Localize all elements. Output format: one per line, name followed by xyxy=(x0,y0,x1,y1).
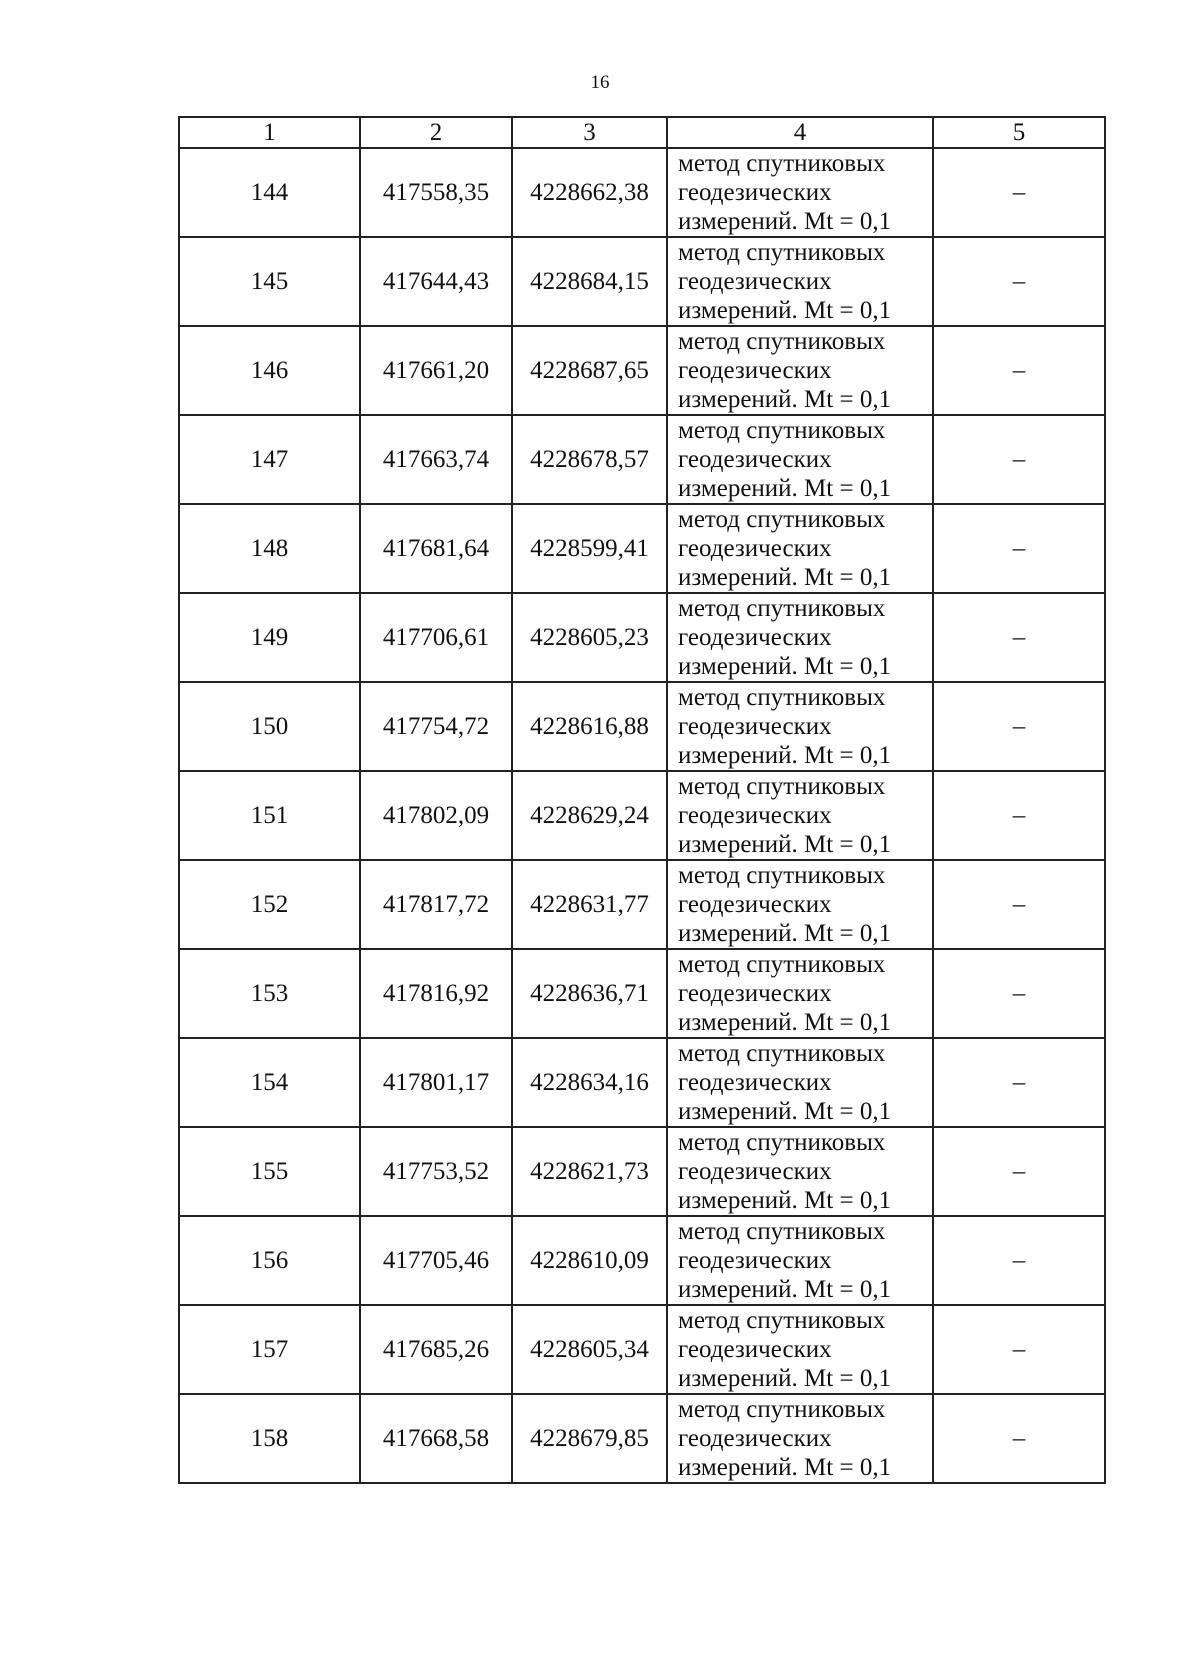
method-cell xyxy=(667,1216,933,1305)
method-line: метод спутниковых xyxy=(678,1129,886,1156)
method-line: геодезических xyxy=(678,446,832,473)
method-line: геодезических xyxy=(678,1069,832,1096)
table-row xyxy=(179,860,1105,949)
x-coordinate-cell: 417668,58 xyxy=(360,1394,512,1483)
method-cell xyxy=(667,593,933,682)
method-line: измерений. Mt = 0,1 xyxy=(678,475,892,502)
x-coordinate-cell: 417801,17 xyxy=(360,1038,512,1127)
method-line: измерений. Mt = 0,1 xyxy=(678,653,892,680)
y-coordinate-cell: 4228662,38 xyxy=(512,148,667,237)
x-coordinate-cell: 417802,09 xyxy=(360,771,512,860)
method-line: метод спутниковых xyxy=(678,328,886,355)
method-line: геодезических xyxy=(678,1158,832,1185)
point-number-cell: 145 xyxy=(179,237,360,326)
method-line: измерений. Mt = 0,1 xyxy=(678,1365,892,1392)
y-coordinate-cell: 4228599,41 xyxy=(512,504,667,593)
y-coordinate-cell: 4228621,73 xyxy=(512,1127,667,1216)
note-cell: – xyxy=(933,593,1105,682)
method-line: геодезических xyxy=(678,535,832,562)
table-row xyxy=(179,326,1105,415)
method-line: измерений. Mt = 0,1 xyxy=(678,1187,892,1214)
method-line: геодезических xyxy=(678,179,832,206)
header-row xyxy=(179,117,1105,148)
y-coordinate-cell: 4228616,88 xyxy=(512,682,667,771)
method-line: геодезических xyxy=(678,268,832,295)
table-row xyxy=(179,771,1105,860)
table-row xyxy=(179,1038,1105,1127)
x-coordinate-cell: 417753,52 xyxy=(360,1127,512,1216)
method-line: измерений. Mt = 0,1 xyxy=(678,1454,892,1481)
method-line: метод спутниковых xyxy=(678,1218,886,1245)
y-coordinate-cell: 4228679,85 xyxy=(512,1394,667,1483)
method-line: метод спутниковых xyxy=(678,773,886,800)
table-row xyxy=(179,148,1105,237)
table-row xyxy=(179,682,1105,771)
point-number-cell: 156 xyxy=(179,1216,360,1305)
x-coordinate-cell: 417705,46 xyxy=(360,1216,512,1305)
x-coordinate-cell: 417817,72 xyxy=(360,860,512,949)
method-line: измерений. Mt = 0,1 xyxy=(678,208,892,235)
note-cell: – xyxy=(933,860,1105,949)
table-row xyxy=(179,1394,1105,1483)
table-row xyxy=(179,1305,1105,1394)
table-row xyxy=(179,949,1105,1038)
table-row xyxy=(179,504,1105,593)
note-cell: – xyxy=(933,237,1105,326)
method-line: геодезических xyxy=(678,357,832,384)
method-cell xyxy=(667,326,933,415)
note-cell: – xyxy=(933,415,1105,504)
method-cell xyxy=(667,1038,933,1127)
point-number-cell: 146 xyxy=(179,326,360,415)
method-cell xyxy=(667,1305,933,1394)
y-coordinate-cell: 4228678,57 xyxy=(512,415,667,504)
method-line: измерений. Mt = 0,1 xyxy=(678,920,892,947)
point-number-cell: 153 xyxy=(179,949,360,1038)
table-row xyxy=(179,593,1105,682)
note-cell: – xyxy=(933,949,1105,1038)
method-line: измерений. Mt = 0,1 xyxy=(678,564,892,591)
point-number-cell: 152 xyxy=(179,860,360,949)
method-line: метод спутниковых xyxy=(678,1040,886,1067)
point-number-cell: 157 xyxy=(179,1305,360,1394)
point-number-cell: 144 xyxy=(179,148,360,237)
method-line: геодезических xyxy=(678,891,832,918)
table-header xyxy=(179,117,1105,148)
x-coordinate-cell: 417663,74 xyxy=(360,415,512,504)
method-line: геодезических xyxy=(678,624,832,651)
header-col-4: 4 xyxy=(667,117,933,148)
method-cell xyxy=(667,237,933,326)
x-coordinate-cell: 417685,26 xyxy=(360,1305,512,1394)
table-row xyxy=(179,1216,1105,1305)
method-line: метод спутниковых xyxy=(678,684,886,711)
table-row xyxy=(179,415,1105,504)
page-number: 16 xyxy=(590,72,610,93)
method-line: измерений. Mt = 0,1 xyxy=(678,297,892,324)
method-line: геодезических xyxy=(678,713,832,740)
header-col-2: 2 xyxy=(360,117,512,148)
note-cell: – xyxy=(933,326,1105,415)
header-col-3: 3 xyxy=(512,117,667,148)
x-coordinate-cell: 417644,43 xyxy=(360,237,512,326)
point-number-cell: 154 xyxy=(179,1038,360,1127)
note-cell: – xyxy=(933,1305,1105,1394)
y-coordinate-cell: 4228631,77 xyxy=(512,860,667,949)
note-cell: – xyxy=(933,1394,1105,1483)
header-col-5: 5 xyxy=(933,117,1105,148)
method-line: геодезических xyxy=(678,802,832,829)
note-cell: – xyxy=(933,504,1105,593)
method-cell xyxy=(667,682,933,771)
x-coordinate-cell: 417816,92 xyxy=(360,949,512,1038)
method-line: измерений. Mt = 0,1 xyxy=(678,831,892,858)
method-cell xyxy=(667,771,933,860)
note-cell: – xyxy=(933,148,1105,237)
method-line: метод спутниковых xyxy=(678,862,886,889)
method-line: метод спутниковых xyxy=(678,595,886,622)
method-line: измерений. Mt = 0,1 xyxy=(678,1009,892,1036)
x-coordinate-cell: 417754,72 xyxy=(360,682,512,771)
y-coordinate-cell: 4228687,65 xyxy=(512,326,667,415)
method-line: геодезических xyxy=(678,980,832,1007)
method-line: метод спутниковых xyxy=(678,951,886,978)
y-coordinate-cell: 4228684,15 xyxy=(512,237,667,326)
method-cell xyxy=(667,949,933,1038)
method-line: геодезических xyxy=(678,1336,832,1363)
note-cell: – xyxy=(933,1038,1105,1127)
point-number-cell: 158 xyxy=(179,1394,360,1483)
method-line: метод спутниковых xyxy=(678,150,886,177)
method-cell xyxy=(667,1394,933,1483)
y-coordinate-cell: 4228636,71 xyxy=(512,949,667,1038)
method-line: метод спутниковых xyxy=(678,1307,886,1334)
y-coordinate-cell: 4228610,09 xyxy=(512,1216,667,1305)
method-line: измерений. Mt = 0,1 xyxy=(678,1276,892,1303)
method-line: геодезических xyxy=(678,1425,832,1452)
table-row xyxy=(179,1127,1105,1216)
table-row xyxy=(179,237,1105,326)
method-line: измерений. Mt = 0,1 xyxy=(678,1098,892,1125)
method-line: метод спутниковых xyxy=(678,239,886,266)
x-coordinate-cell: 417661,20 xyxy=(360,326,512,415)
method-line: измерений. Mt = 0,1 xyxy=(678,386,892,413)
y-coordinate-cell: 4228634,16 xyxy=(512,1038,667,1127)
method-cell xyxy=(667,504,933,593)
note-cell: – xyxy=(933,771,1105,860)
point-number-cell: 148 xyxy=(179,504,360,593)
x-coordinate-cell: 417681,64 xyxy=(360,504,512,593)
point-number-cell: 151 xyxy=(179,771,360,860)
coordinates-table xyxy=(178,116,1106,1484)
y-coordinate-cell: 4228629,24 xyxy=(512,771,667,860)
method-cell xyxy=(667,148,933,237)
point-number-cell: 147 xyxy=(179,415,360,504)
method-line: геодезических xyxy=(678,1247,832,1274)
method-line: измерений. Mt = 0,1 xyxy=(678,742,892,769)
point-number-cell: 155 xyxy=(179,1127,360,1216)
point-number-cell: 149 xyxy=(179,593,360,682)
point-number-cell: 150 xyxy=(179,682,360,771)
table-body xyxy=(179,148,1105,1483)
note-cell: – xyxy=(933,1127,1105,1216)
method-cell xyxy=(667,860,933,949)
method-line: метод спутниковых xyxy=(678,1396,886,1423)
method-line: метод спутниковых xyxy=(678,506,886,533)
y-coordinate-cell: 4228605,23 xyxy=(512,593,667,682)
method-cell xyxy=(667,415,933,504)
y-coordinate-cell: 4228605,34 xyxy=(512,1305,667,1394)
method-line: метод спутниковых xyxy=(678,417,886,444)
x-coordinate-cell: 417558,35 xyxy=(360,148,512,237)
note-cell: – xyxy=(933,1216,1105,1305)
x-coordinate-cell: 417706,61 xyxy=(360,593,512,682)
header-col-1: 1 xyxy=(179,117,360,148)
note-cell: – xyxy=(933,682,1105,771)
method-cell xyxy=(667,1127,933,1216)
